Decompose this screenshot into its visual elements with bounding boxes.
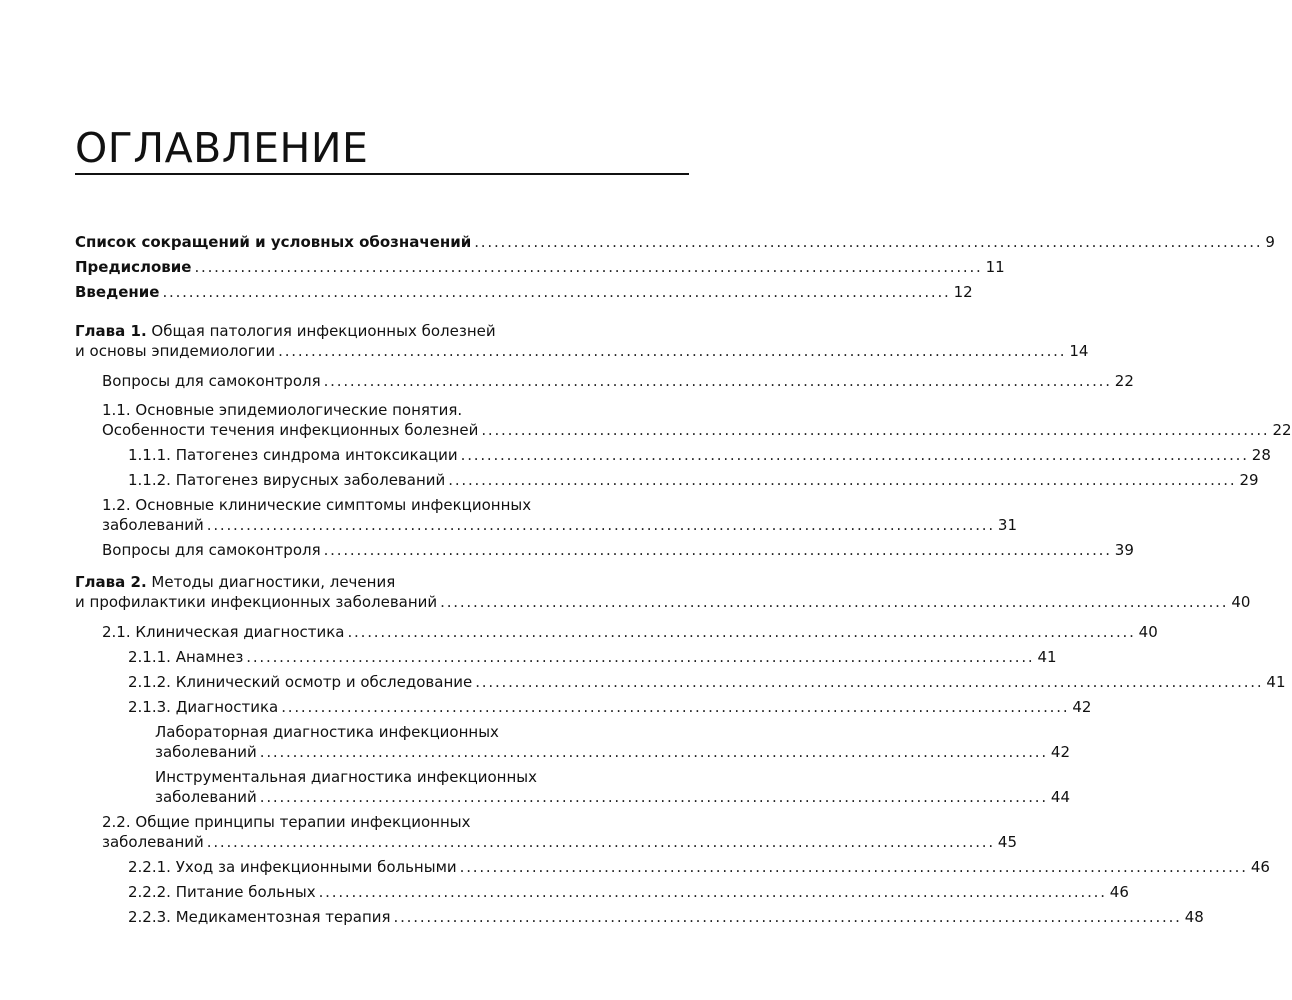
toc-entry-introduction[interactable]	[75, 282, 973, 302]
dot-leader: ........................................................................................................................	[259, 788, 1048, 806]
toc-entry-2-1[interactable]	[102, 622, 1158, 642]
dot-leader: ........................................................................................................................	[281, 698, 1070, 716]
toc-entry-self-check-2[interactable]	[102, 540, 1134, 560]
page-title: ОГЛАВЛЕНИЕ	[75, 124, 369, 172]
page-number: 41	[1037, 648, 1057, 666]
title-underline	[75, 173, 689, 175]
page-number: 22	[1272, 421, 1292, 439]
page-number: 44	[1050, 788, 1071, 806]
page-number: 9	[1265, 233, 1275, 251]
toc-entry-title-line2: заболеваний	[155, 743, 257, 761]
page-number: 28	[1251, 446, 1271, 464]
dot-leader: ........................................................................................................................	[481, 421, 1270, 439]
page-number: 40	[1231, 593, 1251, 611]
page-number: 46	[1250, 858, 1270, 876]
toc-entry-title: 2.2.3. Медикаментозная терапия	[128, 908, 391, 926]
toc-entry-abbreviations[interactable]	[75, 232, 1275, 252]
toc-entry-title-line2: заболеваний	[102, 833, 204, 851]
dot-leader: ........................................................................................................................	[206, 833, 995, 851]
toc-entry-title: 2.1.2. Клинический осмотр и обследование	[128, 673, 473, 691]
toc-entry-title-line2: и профилактики инфекционных заболеваний	[75, 593, 438, 611]
toc-entry-title: Список сокращений и условных обозначений	[75, 233, 472, 251]
dot-leader: ........................................................................................................................	[448, 471, 1237, 489]
page-number: 41	[1266, 673, 1286, 691]
dot-leader: ........................................................................................................................	[475, 673, 1264, 691]
toc-entry-title: 1.1.1. Патогенез синдрома интоксикации	[128, 446, 458, 464]
page-number: 11	[985, 258, 1005, 276]
toc-entry-2-2[interactable]	[102, 812, 1018, 852]
dot-leader: ........................................................................................................................	[318, 883, 1107, 901]
toc-entry-title: Вопросы для самоконтроля	[102, 372, 321, 390]
chapter-label: Глава 1.	[75, 322, 147, 340]
dot-leader: ........................................................................................................................	[206, 516, 995, 534]
toc-entry-title-line2: Особенности течения инфекционных болезней	[102, 421, 479, 439]
page-number: 48	[1184, 908, 1204, 926]
page-number: 22	[1114, 372, 1134, 390]
toc-entry-title: 2.2.2. Питание больных	[128, 883, 316, 901]
toc-entry-self-check-1[interactable]	[102, 371, 1134, 391]
toc-entry-title: 2.1. Клиническая диагностика	[102, 623, 345, 641]
toc-entry-1-1[interactable]	[102, 400, 1292, 440]
toc-entry-2-2-1[interactable]	[128, 857, 1270, 877]
page-number: 40	[1138, 623, 1158, 641]
toc-entry-title: 1.1.2. Патогенез вирусных заболеваний	[128, 471, 446, 489]
dot-leader: ........................................................................................................................	[278, 342, 1067, 360]
toc-entry-title: 2.1.3. Диагностика	[128, 698, 279, 716]
dot-leader: ........................................................................................................................	[459, 858, 1248, 876]
dot-leader: ........................................................................................................................	[474, 233, 1263, 251]
toc-entry-1-2[interactable]	[102, 495, 1018, 535]
dot-leader: ........................................................................................................................	[347, 623, 1136, 641]
toc-entry-title-line1: 2.2. Общие принципы терапии инфекционных	[102, 813, 471, 831]
page-number: 39	[1114, 541, 1134, 559]
toc-entry-2-2-2[interactable]	[128, 882, 1129, 902]
page-number: 45	[997, 833, 1018, 851]
toc-entry-lab-diagnostics[interactable]	[155, 722, 1071, 762]
dot-leader: ........................................................................................................................	[393, 908, 1182, 926]
toc-entry-2-1-1[interactable]	[128, 647, 1057, 667]
chapter-label: Глава 2.	[75, 573, 147, 591]
dot-leader: ........................................................................................................................	[460, 446, 1249, 464]
dot-leader: ........................................................................................................................	[259, 743, 1048, 761]
toc-entry-title-line1: Общая патология инфекционных болезней	[151, 322, 496, 340]
toc-entry-1-1-1[interactable]	[128, 445, 1271, 465]
dot-leader: ........................................................................................................................	[194, 258, 983, 276]
toc-entry-title-line1: 1.2. Основные клинические симптомы инфекционных	[102, 496, 532, 514]
toc-entry-chapter-2[interactable]	[75, 572, 1251, 612]
dot-leader: ........................................................................................................................	[246, 648, 1035, 666]
toc-entry-instrumental-diagnostics[interactable]	[155, 767, 1071, 807]
dot-leader: ........................................................................................................................	[323, 541, 1112, 559]
page-number: 29	[1239, 471, 1259, 489]
toc-entry-title-line2: и основы эпидемиологии	[75, 342, 276, 360]
toc-entry-title-line2: заболеваний	[102, 516, 204, 534]
toc-entry-2-1-3[interactable]	[128, 697, 1092, 717]
toc-entry-title-line1: Инструментальная диагностика инфекционных	[155, 768, 537, 786]
toc-entry-title: 2.2.1. Уход за инфекционными больными	[128, 858, 457, 876]
page-number: 42	[1050, 743, 1071, 761]
page-number: 31	[997, 516, 1018, 534]
table-of-contents	[75, 232, 1292, 932]
toc-entry-title: Введение	[75, 283, 160, 301]
toc-entry-title-line1: Лабораторная диагностика инфекционных	[155, 723, 499, 741]
toc-entry-chapter-1[interactable]	[75, 321, 1089, 361]
toc-entry-title-line2: заболеваний	[155, 788, 257, 806]
page-number: 14	[1069, 342, 1089, 360]
dot-leader: ........................................................................................................................	[440, 593, 1229, 611]
page-number: 46	[1109, 883, 1129, 901]
toc-entry-2-1-2[interactable]	[128, 672, 1286, 692]
toc-entry-title-line1: 1.1. Основные эпидемиологические понятия.	[102, 401, 463, 419]
toc-entry-1-1-2[interactable]	[128, 470, 1259, 490]
page-number: 42	[1072, 698, 1092, 716]
dot-leader: ........................................................................................................................	[162, 283, 951, 301]
toc-entry-title: Вопросы для самоконтроля	[102, 541, 321, 559]
page-number: 12	[953, 283, 973, 301]
toc-entry-title-line1: Методы диагностики, лечения	[151, 573, 396, 591]
toc-entry-2-2-3[interactable]	[128, 907, 1204, 927]
toc-entry-title: 2.1.1. Анамнез	[128, 648, 244, 666]
toc-entry-preface[interactable]	[75, 257, 1005, 277]
dot-leader: ........................................................................................................................	[323, 372, 1112, 390]
toc-entry-title: Предисловие	[75, 258, 192, 276]
